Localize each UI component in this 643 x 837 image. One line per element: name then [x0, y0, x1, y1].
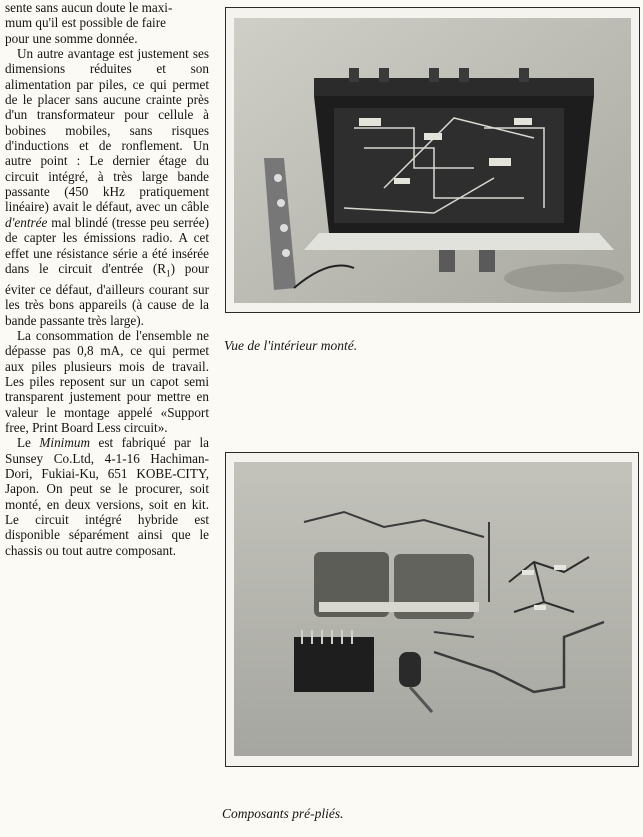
components-photo [234, 462, 632, 756]
interior-photo [234, 18, 631, 303]
paragraph-advantage: Un autre avantage est justement ses dimensions réduites et son alimentation par piles, ce qui permet de le placer sans aucune crainte près d'un transformateur pour cellule à bobines mobiles, sans risques d'inductions et de ronflement. Un autre point : Le dernier étage du circuit intégré, à très large bande passante (450 kHz pratiquement linéaire) avait le défaut, avec un câble d'entrée mal blindé (tresse peu serrée) de capter les émissions radio. A cet effet une résistance série a été insérée dans le circuit d'entrée $(R_1)$ pour éviter ce défaut, d'ailleurs courant sur les très bons appareils (à cause de la bande passante très large). [5, 46, 209, 328]
figure-caption-components: Composants pré-pliés. [222, 806, 344, 821]
paragraph-manufacturer: Le Minimum est fabriqué par la Sunsey Co.Ltd, 4-1-16 Hachiman-Dori, Fukiai-Ku, 651 KOBE-CITY, Japon. On peut se le procurer, soit monté, en deux versions, soit en kit. Le circuit intégré hybride est disponible séparément ainsi que le chassis ou tout autre composant. [5, 435, 209, 558]
prebent-components-illustration [234, 462, 632, 756]
figure-caption-interior: Vue de l'intérieur monté. [224, 338, 358, 353]
amplifier-interior-illustration [234, 18, 631, 303]
article-column [5, 0, 209, 558]
figure-components-photo-frame [225, 452, 639, 767]
figure-interior-photo-frame [225, 7, 640, 313]
paragraph-consumption: La consommation de l'ensemble ne dépasse pas 0,8 mA, ce qui permet aux piles plusieurs mois de travail. Les piles reposent sur un capot semi transparent justement pour mettre en valeur le montage appelé «Support free, Print Board Less circuit». [5, 327, 209, 435]
paragraph-continued: sente sans aucun doute le maxi- mum qu'il est possible de faire pour une somme donnée. [5, 0, 173, 46]
